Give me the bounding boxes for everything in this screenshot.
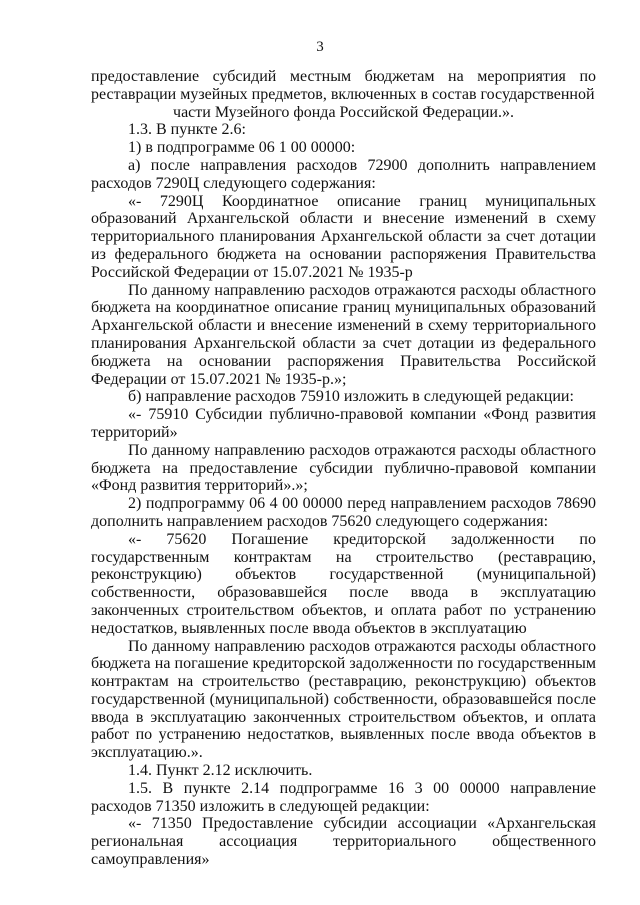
paragraph: «- 7290Ц Координатное описание границ муниципальных образований Архангельской области и внесение изменений в схему территориального планирования Архангельской области за счет дотации из федерального бюджета на основании распоряжения Правительства Российской Федерации от 15.07.2021 № 1935-р: [91, 192, 596, 281]
paragraph: б) направление расходов 75910 изложить в следующей редакции:: [128, 388, 574, 406]
paragraph: а) после направления расходов 72900 дополнить направлением расходов 7290Ц следующего содержания:: [91, 156, 596, 192]
paragraph: 1) в подпрограмме 06 1 00 00000:: [128, 139, 356, 157]
paragraph: «- 71350 Предоставление субсидии ассоциации «Архангельская региональная ассоциация территориального общественного самоуправления»: [91, 815, 596, 869]
paragraph: 1.4. Пункт 2.12 исключить.: [128, 762, 313, 780]
paragraph: По данному направлению расходов отражаются расходы областного бюджета на координатное описание границ муниципальных образований Архангельской области и внесение изменений в схему территориального планирования Архангельской области за счет дотации из федерального бюджета на основании распоряжения Правительства Российской Федерации от 15.07.2021 № 1935-р.»;: [91, 281, 596, 388]
paragraph: 2) подпрограмму 06 4 00 00000 перед направлением расходов 78690 дополнить направлением расходов 75620 следующего содержания:: [91, 495, 596, 530]
paragraph: части Музейного фонда Российской Федерации.».: [173, 103, 514, 121]
paragraph: По данному направлению расходов отражаются расходы областного бюджета на погашение кредиторской задолженности по государственным контрактам на строительство (реставрацию, реконструкцию) объектов государственной (муниципальной) собственности, образовавшейся после ввода в эксплуатацию законченных строительством объектов, и оплата работ по устранению недостатков, выявленных после ввода объектов в эксплуатацию.».: [91, 637, 596, 762]
paragraph: 1.3. В пункте 2.6:: [128, 121, 246, 139]
page-number: 3: [316, 39, 324, 55]
paragraph: «- 75620 Погашение кредиторской задолженности по государственным контрактам на строительство (реставрацию, реконструкцию) объектов государственной (муниципальной) собственности, образовавшейся после ввода в эксплуатацию законченных строительством объектов, и оплата работ по устранению недостатков, выявленных после ввода объектов в эксплуатацию: [91, 530, 596, 637]
paragraph: По данному направлению расходов отражаются расходы областного бюджета на предоставление субсидии публично-правовой компании «Фонд развития территорий».»;: [91, 441, 596, 495]
paragraph: предоставление субсидий местным бюджетам на мероприятия по реставрации музейных предметов, включенных в состав государственной: [91, 68, 596, 103]
paragraph: 1.5. В пункте 2.14 подпрограмме 16 3 00 00000 направление расходов 71350 изложить в следующей редакции:: [91, 779, 596, 815]
document-body: [91, 68, 596, 869]
paragraph: «- 75910 Субсидии публично-правовой компании «Фонд развития территорий»: [91, 406, 596, 441]
